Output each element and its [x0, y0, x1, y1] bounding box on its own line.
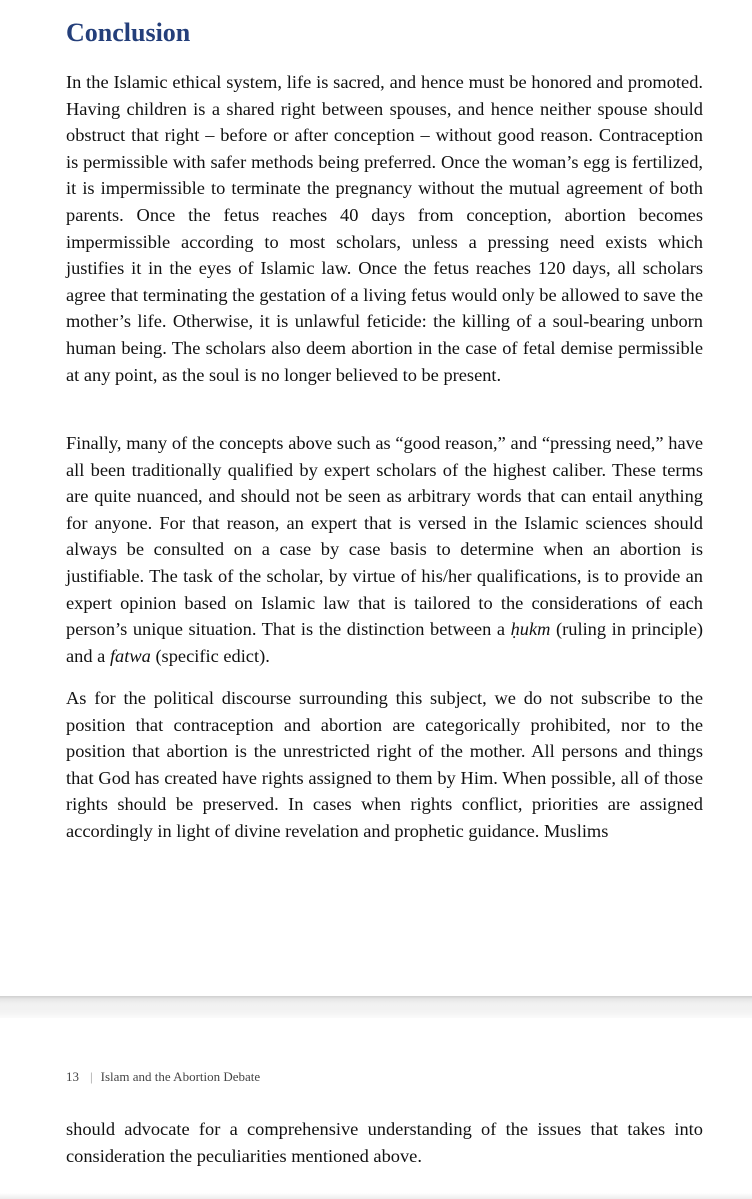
paragraph-sanctity-of-life: In the Islamic ethical system, life is sacred, and hence must be honored and promoted. Having children is a shared right between spouses, and hence neither spouse should obstruct that right – before or after conception – without good reason. Contraception is permissible with safer methods being preferred. Once the woman’s egg is fertilized, it is impermissible to terminate the pregnancy without the mutual agreement of both parents. Once the fetus reaches 40 days from conception, abortion becomes impermissible according to most scholars, unless a pressing need exists which justifies it in the eyes of Islamic law. Once the fetus reaches 120 days, all scholars agree that terminating the gestation of a living fetus would only be allowed to save the mother’s life. Otherwise, it is unlawful feticide: the killing of a soul-bearing unborn human being. The scholars also deem abortion in the case of fetal demise permissible at any point, as the soul is no longer believed to be present. — [66, 72, 703, 385]
paragraph-text: (ruling in principle) and a — [66, 619, 703, 666]
footer-separator: | — [90, 1069, 93, 1084]
term-fatwa: fatwa — [109, 645, 151, 666]
page-bottom-edge — [0, 1193, 752, 1199]
page-break-divider — [0, 996, 752, 1018]
term-hukm: ḥukm — [510, 619, 551, 640]
paragraph-political-discourse: As for the political discourse surrounding this subject, we do not subscribe to the position that contraception and abortion are categorically prohibited, nor to the position that abortion is the unrestricted right of the mother. All persons and things that God has created have rights assigned to them by Him. When possible, all of those rights should be preserved. In cases when rights conflict, priorities are assigned accordingly in light of divine revelation and prophetic guidance. Muslims — [66, 688, 703, 841]
paragraph-expert-scholars — [66, 430, 703, 669]
document-title: Islam and the Abortion Debate — [100, 1069, 261, 1084]
paragraph-text: (specific edict). — [155, 645, 270, 666]
page-footer — [66, 1069, 260, 1085]
paragraph-text: Finally, many of the concepts above such as “good reason,” and “pressing need,” have all been traditionally qualified by expert scholars of the highest caliber. These terms are quite nuanced, and should not be seen as arbitrary words that can entail anything for anyone. For that reason, an expert that is versed in the Islamic sciences should always be consulted on a case by case basis to determine when an abortion is justifiable. The task of the scholar, by virtue of his/her qualifications, is to provide an expert opinion based on Islamic law that is tailored to the considerations of each person’s unique situation. That is the distinction between a — [66, 433, 703, 640]
section-heading: Conclusion — [66, 18, 191, 47]
paragraph-continuation: should advocate for a comprehensive understanding of the issues that takes into consideration the peculiarities mentioned above. — [66, 1119, 703, 1166]
page-number: 13 — [66, 1069, 79, 1084]
